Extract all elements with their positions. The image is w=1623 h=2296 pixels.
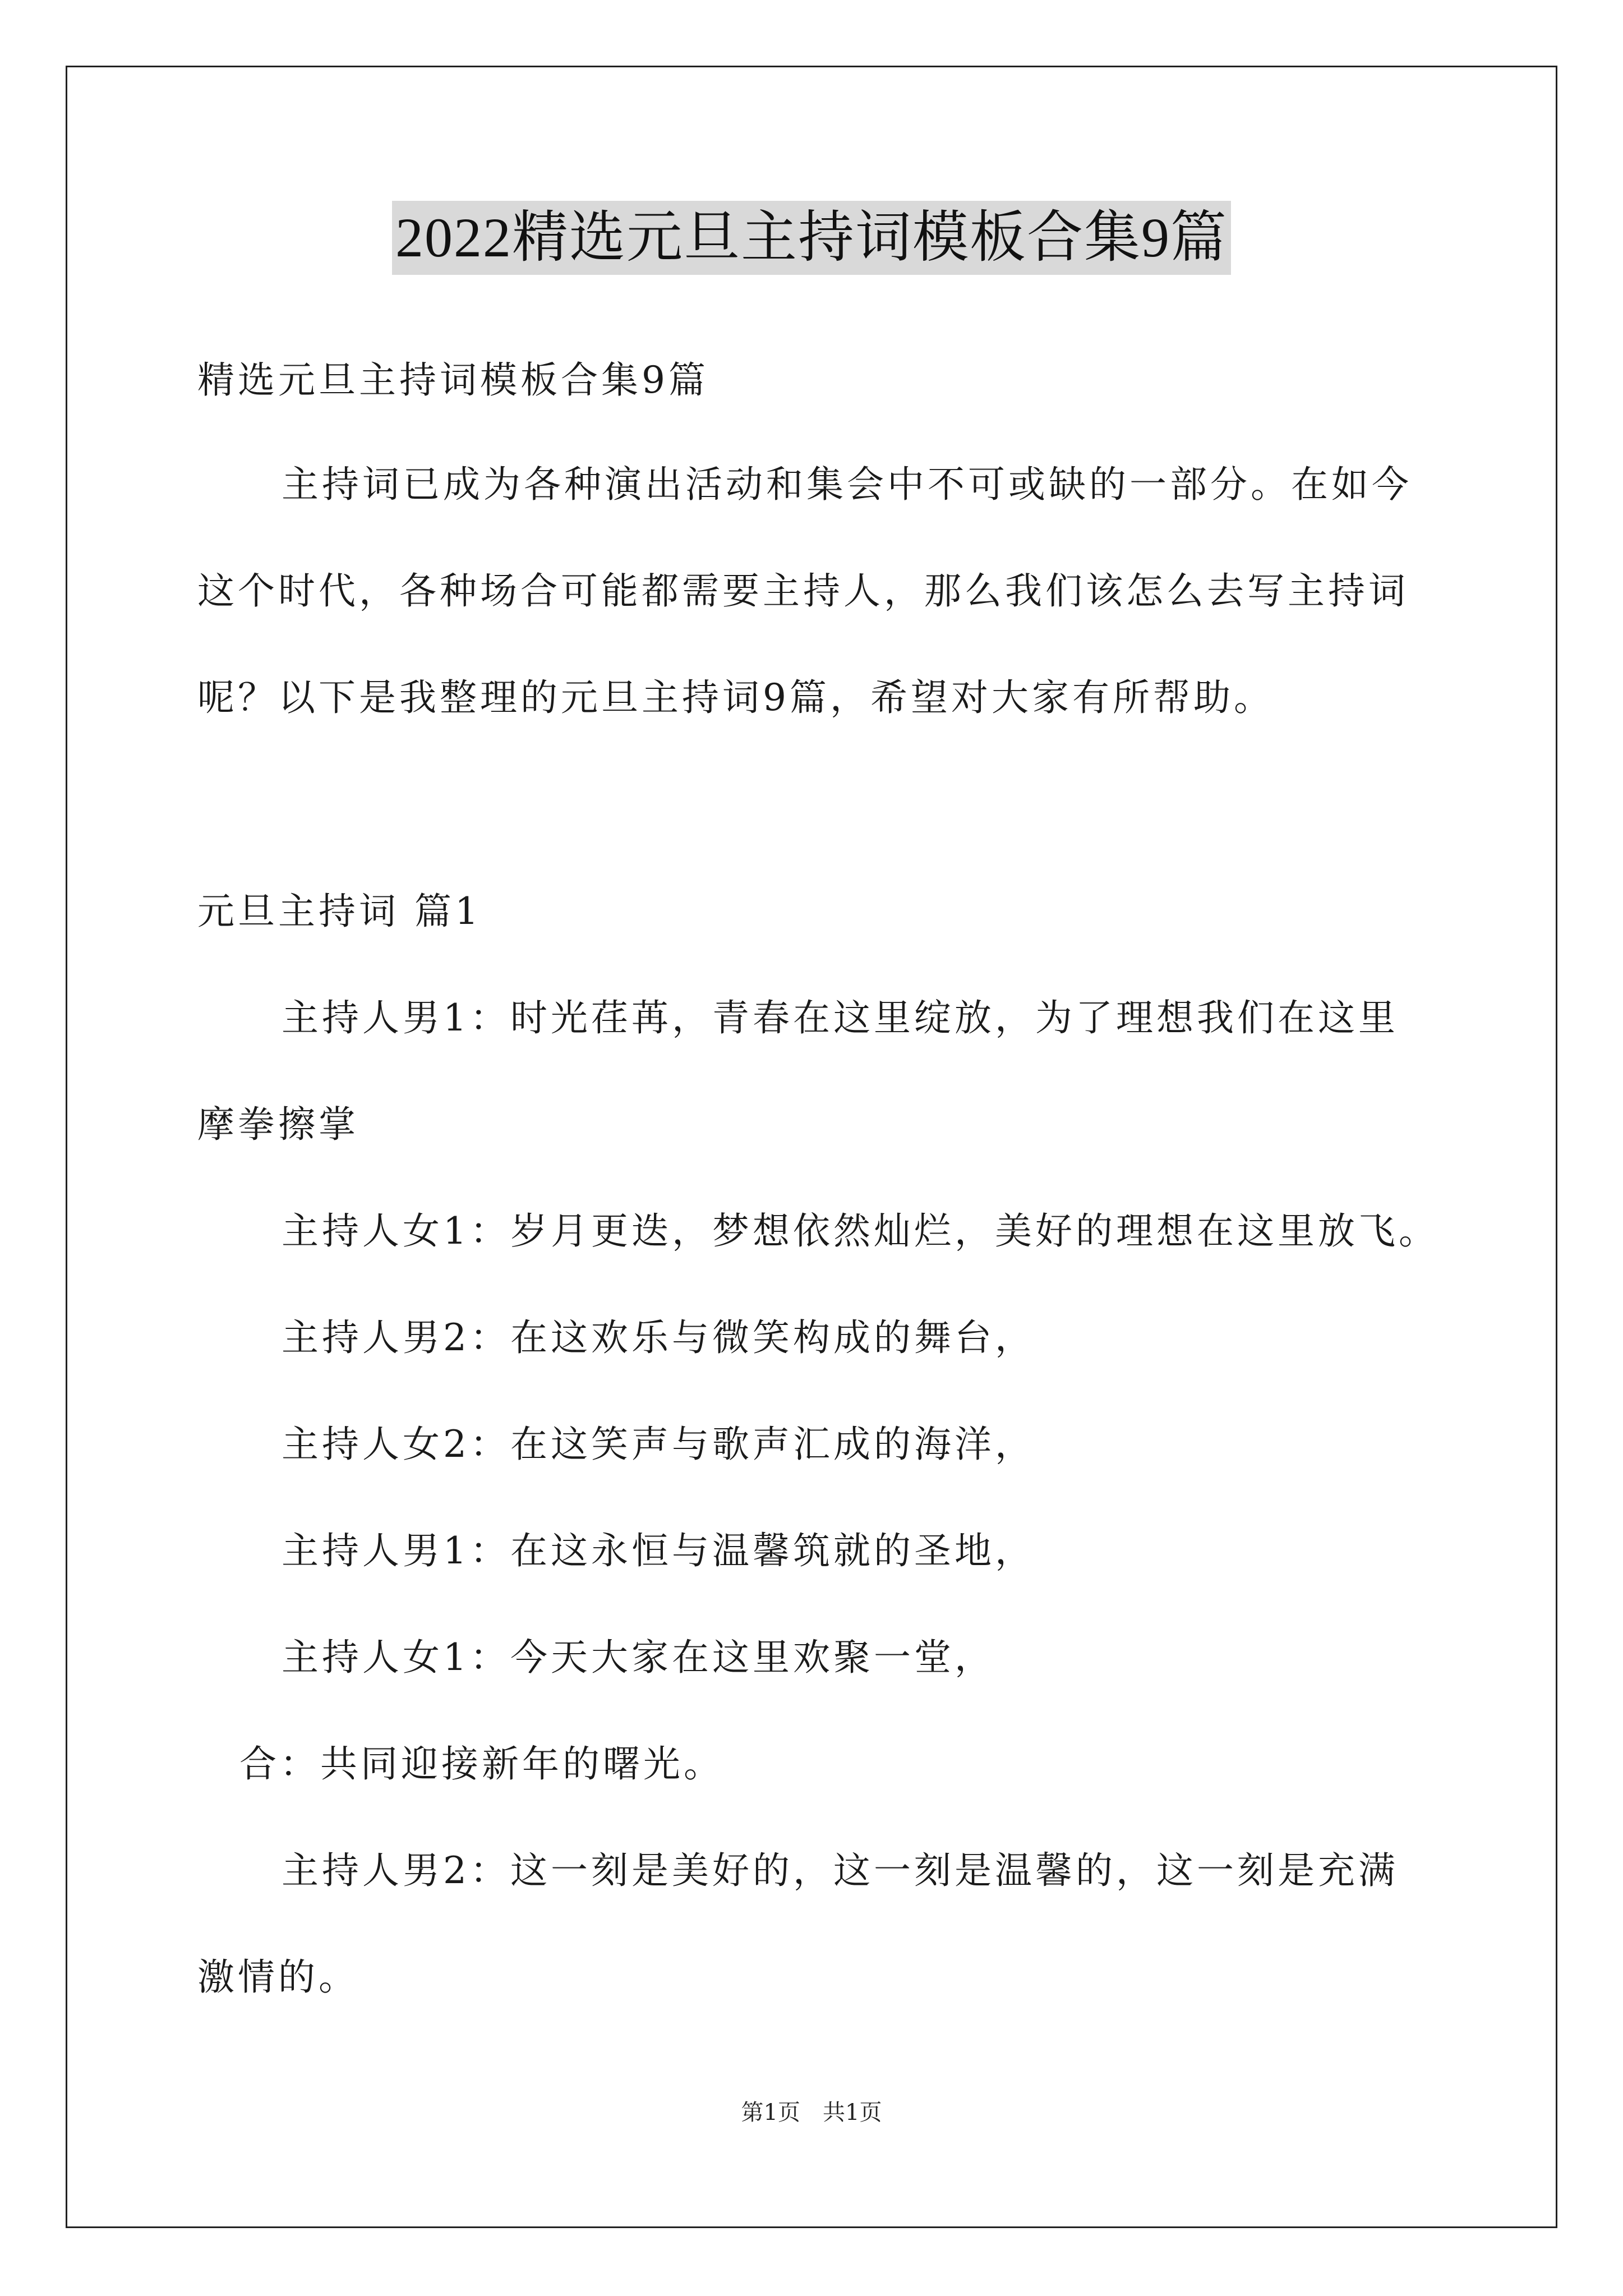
title-container	[0, 201, 1623, 275]
document-title: 2022精选元旦主持词模板合集9篇	[392, 201, 1231, 275]
body-line-10: 激情的。	[197, 1955, 359, 1999]
body-line-5: 主持人女2：在这笑声与歌声汇成的海洋，	[282, 1423, 1035, 1466]
body-line-6: 主持人男1：在这永恒与温馨筑就的圣地，	[282, 1529, 1035, 1572]
body-line-2: 摩拳擦掌	[197, 1103, 359, 1146]
body-line-1: 主持人男1：时光荏苒，青春在这里绽放，为了理想我们在这里	[282, 996, 1399, 1039]
section-heading: 元旦主持词 篇1	[197, 890, 482, 933]
page-footer: 第1页 共1页	[741, 2100, 882, 2125]
body-line-9: 主持人男2：这一刻是美好的，这一刻是温馨的，这一刻是充满	[282, 1849, 1399, 1892]
body-line-7: 主持人女1：今天大家在这里欢聚一堂，	[282, 1636, 995, 1679]
body-line-3: 主持人女1：岁月更迭，梦想依然灿烂，美好的理想在这里放飞。	[282, 1209, 1439, 1253]
body-line-4: 主持人男2：在这欢乐与微笑构成的舞台，	[282, 1316, 1035, 1359]
intro-paragraph-line-2: 这个时代，各种场合可能都需要主持人，那么我们该怎么去写主持词	[197, 569, 1409, 613]
body-line-8: 合：共同迎接新年的曙光。	[239, 1742, 724, 1786]
document-subtitle: 精选元旦主持词模板合集9篇	[197, 358, 709, 402]
intro-paragraph-line-1: 主持词已成为各种演出活动和集会中不可或缺的一部分。在如今	[282, 463, 1412, 506]
intro-paragraph-line-3: 呢？以下是我整理的元旦主持词9篇，希望对大家有所帮助。	[197, 676, 1274, 719]
